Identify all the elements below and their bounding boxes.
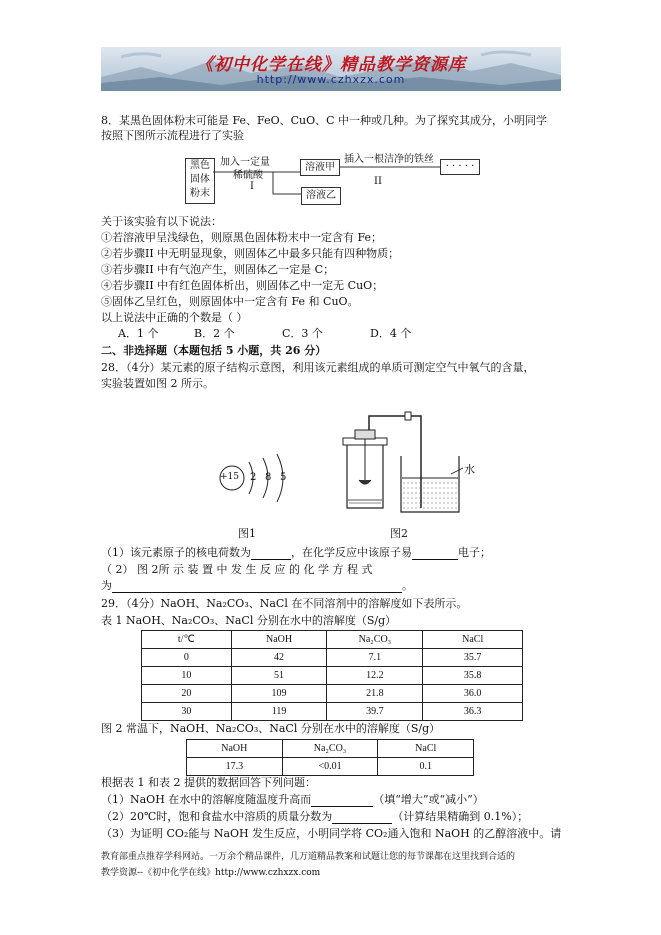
table-row (142, 667, 523, 685)
table-cell: 39.7 (327, 703, 423, 721)
q8-line2: 按照下图所示流程进行了实验 (101, 129, 244, 142)
q29-sub1-pre: （1）NaOH 在水中的溶解度随温度升高而 (101, 793, 312, 806)
atom-nucleus: +15 (220, 472, 239, 482)
table2-header: NaOH (187, 740, 283, 758)
section-heading: 二、非选择题（本题包括 5 小题，共 26 分） (101, 344, 327, 357)
answer-blank-electron[interactable] (412, 548, 458, 560)
table-cell: 35.8 (423, 667, 523, 685)
table1-header: Na₂CO₃ (327, 631, 423, 649)
table-cell: 51 (231, 667, 327, 685)
q28-sub2-end: 为 (101, 579, 112, 592)
table-row (142, 703, 523, 721)
table1-caption: 表 1 NaOH、Na₂CO₃、NaCl 分别在水中的溶解度（S/g） (101, 614, 397, 627)
table-1 (141, 630, 523, 721)
figure-1-atom (215, 448, 295, 508)
table-cell: 17.3 (187, 758, 283, 776)
q29-sub2 (101, 810, 528, 824)
table2-caption: 图 2 常温下，NaOH、Na₂CO₃、NaCl 分别在水中的溶解度（S/g） (101, 722, 441, 735)
q8-option-b: B．2 个 (194, 327, 235, 340)
flow-step1-mid: 稀硫酸 (233, 170, 263, 181)
flow-step2-num: II (374, 176, 382, 187)
q8-statement-4: ④若步骤II 中有红色固体析出，则固体乙中一定无 CuO； (101, 279, 384, 292)
q8-statement-2: ②若步骤II 中无明显现象，则固体乙中最多只能有四种物质； (101, 247, 400, 260)
table-cell: 119 (231, 703, 327, 721)
q28-sub1-a: （1）该元素原子的核电荷数为 (101, 546, 251, 559)
table2-header: Na₂CO₃ (282, 740, 378, 758)
q28-sub2-period: 。 (402, 579, 413, 592)
flow-start-text-1: 黑色 (190, 160, 210, 171)
header-banner (101, 47, 561, 91)
table-row (142, 685, 523, 703)
figure-2-caption: 图2 (390, 527, 408, 540)
table1-header: t/℃ (142, 631, 232, 649)
flow-start-text-2: 固体 (190, 174, 210, 185)
q28-sub1-c: 电子； (458, 546, 491, 559)
flow-solid-b: 溶液乙 (306, 190, 336, 201)
table1-header: NaOH (231, 631, 327, 649)
water-label: 水 (464, 463, 475, 476)
table1-header: NaCl (423, 631, 523, 649)
answer-blank-equation[interactable] (112, 581, 402, 593)
q28-line1: 28．（4分）某元素的原子结构示意图，利用该元素组成的单质可测定空气中氧气的含量， (101, 361, 535, 374)
q28-sub2-answer (101, 579, 413, 593)
footer-line1: 教育部重点推荐学科网站。一万余个精品课件，几万道精品教案和试题让您的每节课都在这里找到合适的 (101, 852, 516, 862)
table-cell: 21.8 (327, 685, 423, 703)
atom-shell-3: 5 (280, 472, 287, 483)
figure-2-apparatus (325, 408, 485, 518)
table-cell: 12.2 (327, 667, 423, 685)
flow-liquid-a-box (300, 159, 340, 176)
flow-end-text: · · · · · (445, 161, 475, 172)
q8-statement-1: ①若溶液甲呈浅绿色，则原黑色固体粉末中一定含有 Fe； (101, 231, 383, 244)
q29-sub2-post: （计算结果精确到 0.1%）； (392, 810, 529, 823)
table-cell: 42 (231, 649, 327, 667)
answer-blank-trend[interactable] (311, 795, 373, 807)
atom-shell-1: 2 (250, 472, 257, 483)
figure-1-caption: 图1 (238, 527, 256, 540)
q8-statement-3: ③若步骤II 中有气泡产生，则固体乙一定是 C； (101, 263, 335, 276)
flow-step2-top: 插入一根洁净的铁丝 (344, 154, 434, 165)
table-row (187, 758, 474, 776)
flow-start-box (185, 158, 215, 204)
q8-intro: 关于该实验有以下说法： (101, 215, 222, 228)
table-row (142, 649, 523, 667)
q29-sub2-pre: （2）20℃时，饱和食盐水中溶质的质量分数为 (101, 810, 333, 823)
table-cell: 30 (142, 703, 232, 721)
flow-step1-top: 加入一定量 (220, 157, 270, 168)
q29-sub1-post: （填“增大”或“减小”） (373, 793, 484, 806)
flow-solid-b-box (301, 187, 341, 205)
q28-sub1-b: ，在化学反应中该原子易 (291, 546, 412, 559)
q8-question: 以上说法中正确的个数是（ ） (101, 311, 248, 324)
flow-start-text-3: 粉末 (190, 188, 210, 199)
atom-shell-2: 8 (265, 472, 272, 483)
table-cell: 7.1 (327, 649, 423, 667)
q8-statement-5: ⑤固体乙呈红色，则原固体中一定含有 Fe 和 CuO。 (101, 295, 359, 308)
banner-title: 《初中化学在线》精品教学资源库 (196, 55, 466, 75)
table-cell: 10 (142, 667, 232, 685)
table-cell: 0.1 (378, 758, 474, 776)
table-cell: 0 (142, 649, 232, 667)
table-cell: 35.7 (423, 649, 523, 667)
table-2 (186, 739, 474, 776)
q29-sub1 (101, 793, 484, 807)
q8-option-a: A．1 个 (118, 327, 159, 340)
table-cell: 36.0 (423, 685, 523, 703)
flow-liquid-a: 溶液甲 (305, 162, 335, 173)
q29-line1: 29．（4分）NaOH、Na₂CO₃、NaCl 在不同溶剂中的溶解度如下表所示。 (101, 597, 468, 610)
table-cell: 109 (231, 685, 327, 703)
q28-sub1 (101, 546, 491, 560)
table1-header-row (142, 631, 523, 649)
answer-blank-charge[interactable] (251, 548, 291, 560)
q8-option-d: D．4 个 (370, 327, 412, 340)
banner-url[interactable]: http://www.czhxzx.com (256, 73, 406, 86)
flow-end-box (440, 159, 480, 175)
table-cell: 36.3 (423, 703, 523, 721)
table2-header-row (187, 740, 474, 758)
table-cell: <0.01 (282, 758, 378, 776)
table-cell: 20 (142, 685, 232, 703)
q29-sub3: （3）为证明 CO₂能与 NaOH 发生反应，小明同学将 CO₂通入饱和 NaOH 的乙醇溶液中。请 (101, 827, 562, 840)
q28-sub2: （ 2） 图 2所 示 装 置 中 发 生 反 应 的 化 学 方 程 式 (101, 563, 373, 576)
flow-step1-num: I (250, 181, 254, 192)
q29-ask: 根据表 1 和表 2 提供的数据回答下列问题： (101, 776, 316, 789)
footer-line2[interactable]: 教学资源--《初中化学在线》http://www.czhxzx.com (101, 868, 321, 878)
answer-blank-fraction[interactable] (332, 812, 392, 824)
q28-line2: 实验装置如图 2 所示。 (101, 377, 214, 390)
q8-option-c: C．3 个 (282, 327, 323, 340)
q8-line1: 8．某黑色固体粉末可能是 Fe、FeO、CuO、C 中一种或几种。为了探究其成分，小明同学 (101, 114, 548, 127)
table2-header: NaCl (378, 740, 474, 758)
